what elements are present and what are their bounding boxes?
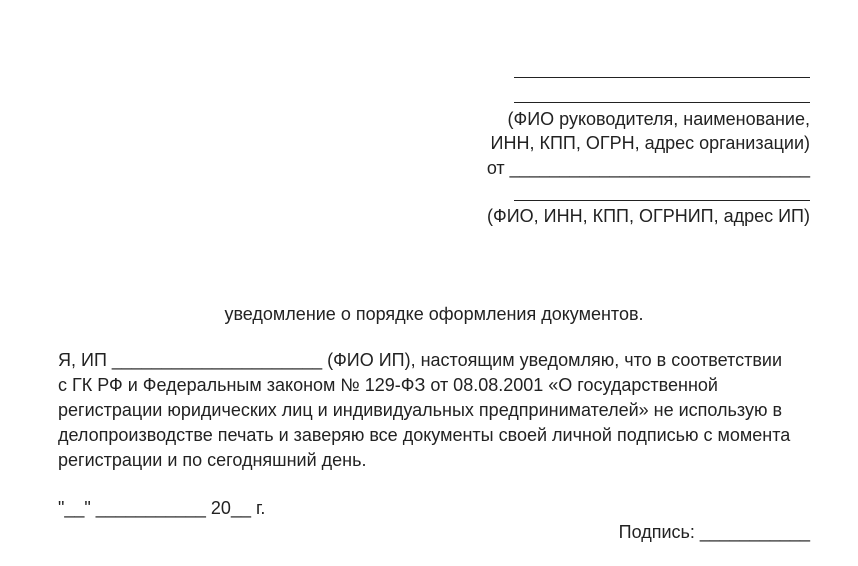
body-line-2: с ГК РФ и Федеральным законом № 129-ФЗ от 08.08.2001 «О государственной: [58, 375, 718, 395]
sender-from-line: от ______________________________: [486, 158, 810, 178]
signature-line: Подпись: ___________: [618, 522, 810, 542]
recipient-blank-line-2: [514, 102, 810, 103]
body-line-1: Я, ИП _____________________ (ФИО ИП), настоящим уведомляю, что в соответствии: [58, 350, 782, 370]
body-line-5: регистрации и по сегодняшний день.: [58, 450, 367, 470]
recipient-blank-line-1: [514, 77, 810, 78]
recipient-caption-2: ИНН, КПП, ОГРН, адрес организации): [490, 133, 810, 153]
sender-caption: (ФИО, ИНН, КПП, ОГРНИП, адрес ИП): [487, 206, 810, 226]
document-title: уведомление о порядке оформления документов.: [224, 304, 644, 324]
recipient-caption-1: (ФИО руководителя, наименование,: [507, 109, 810, 129]
sender-blank-line: [514, 200, 810, 201]
notice-body: [58, 348, 818, 473]
date-line: "__" ___________ 20__ г.: [58, 498, 266, 518]
body-line-4: делопроизводстве печать и заверяю все документы своей личной подписью с момента: [58, 425, 791, 445]
body-line-3: регистрации юридических лиц и индивидуальных предпринимателей» не использую в: [58, 400, 783, 420]
